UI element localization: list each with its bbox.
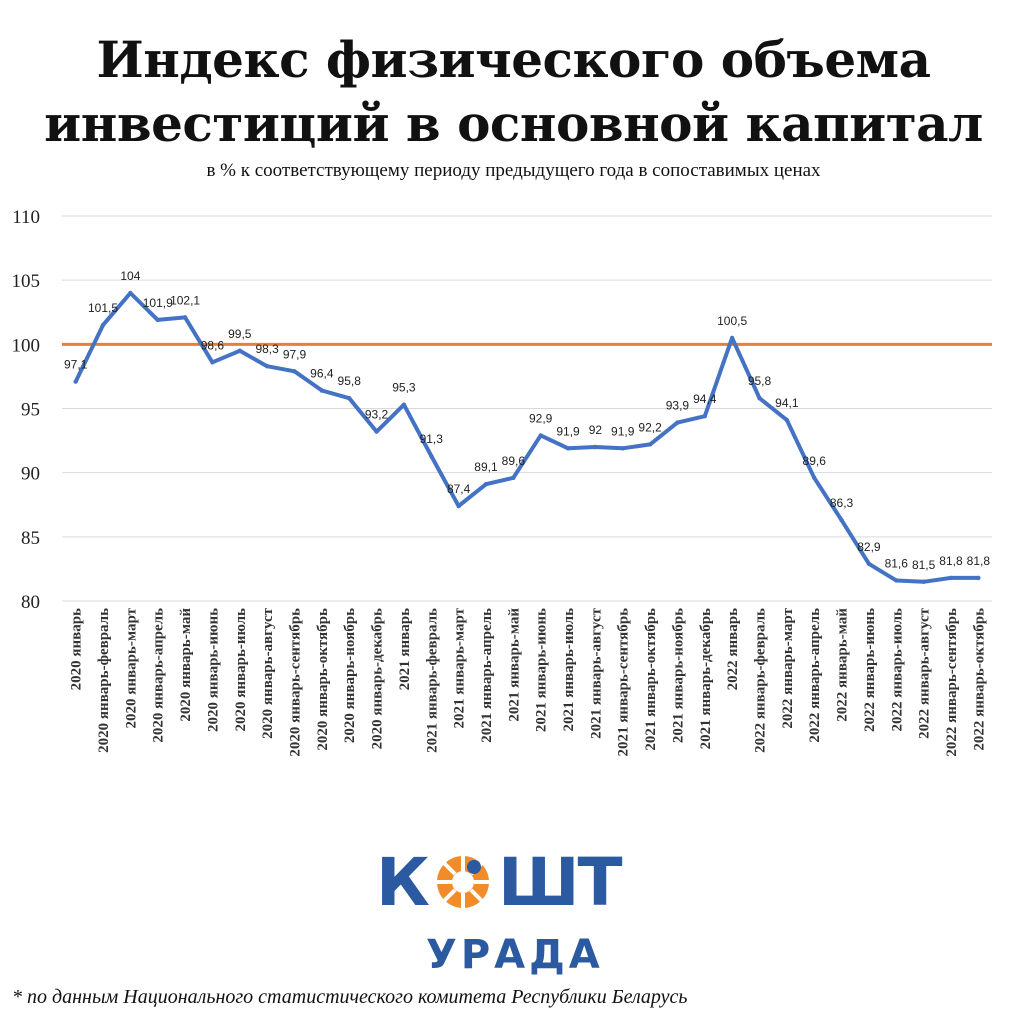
data-point <box>183 315 187 319</box>
data-point <box>292 369 296 373</box>
data-label: 91,9 <box>611 424 635 439</box>
x-tick-label: 2021 январь-август <box>588 608 605 739</box>
x-tick-label: 2020 январь-июль <box>232 608 249 732</box>
y-tick-label: 80 <box>21 592 40 613</box>
data-point <box>921 580 925 584</box>
data-label: 89,6 <box>802 453 826 468</box>
x-tick-label: 2020 январь-декабрь <box>369 608 386 750</box>
x-tick-label: 2022 январь-июнь <box>861 607 878 733</box>
data-point <box>538 433 542 437</box>
x-tick-label: 2022 январь-апрель <box>807 607 824 743</box>
data-label: 104 <box>120 269 141 283</box>
data-point <box>894 578 898 582</box>
data-label: 89,6 <box>501 453 526 468</box>
data-point <box>703 414 707 418</box>
logo-wordmark <box>376 844 646 921</box>
x-tick-label: 2022 январь-сентябрь <box>944 608 960 757</box>
data-label: 81,5 <box>911 557 936 572</box>
data-label: 96,4 <box>310 366 334 381</box>
data-label: 100,5 <box>717 313 748 328</box>
x-tick-label: 2020 январь-октябрь <box>314 608 331 751</box>
data-label: 81,8 <box>939 553 963 568</box>
chart-subtitle: в % к соответствующему периоду предыдущего года в сопоставимых ценах <box>206 160 821 181</box>
x-tick-label: 2022 январь-октябрь <box>971 607 988 751</box>
data-point <box>785 418 789 422</box>
x-tick-label: 2021 январь-ноябрь <box>670 607 687 744</box>
y-tick-label: 105 <box>11 271 40 293</box>
x-tick-label: 2020 январь-июнь <box>205 607 222 733</box>
data-label: 98,6 <box>200 338 225 353</box>
data-point <box>210 360 214 364</box>
x-tick-label: 2020 январь-март <box>123 608 140 729</box>
x-tick-label: 2020 январь-май <box>178 608 195 722</box>
data-label: 94,1 <box>775 396 799 411</box>
data-label: 101,5 <box>88 301 119 316</box>
data-point <box>156 318 160 322</box>
x-tick-label: 2022 январь-июль <box>889 608 906 732</box>
x-tick-label: 2020 январь-сентябрь <box>287 608 304 757</box>
x-tick-label: 2021 январь-декабрь <box>697 608 714 750</box>
data-label: 93,9 <box>665 398 690 413</box>
x-tick-label: 2021 январь-февраль <box>424 608 441 753</box>
data-point <box>265 364 269 368</box>
data-point <box>675 420 679 424</box>
data-label: 97,1 <box>63 357 88 372</box>
data-label: 94,4 <box>693 392 717 407</box>
data-point <box>566 446 570 450</box>
x-tick-label: 2022 январь-август <box>916 607 933 739</box>
x-tick-label: 2022 январь-март <box>779 608 796 729</box>
y-tick-label: 100 <box>11 335 40 357</box>
data-label: 92,2 <box>638 420 662 435</box>
logo-letter-k: К <box>376 844 428 921</box>
y-tick-label: 95 <box>21 399 40 421</box>
data-point <box>621 446 625 450</box>
data-point <box>867 562 871 566</box>
data-label: 99,5 <box>228 326 252 341</box>
x-tick-label: 2020 январь <box>68 608 85 691</box>
data-point <box>976 576 980 580</box>
data-point <box>839 518 843 522</box>
x-tick-label: 2021 январь-июнь <box>533 608 550 733</box>
data-label: 101,9 <box>142 295 173 310</box>
chart-title-line1: Индекс физического объема <box>96 30 931 89</box>
x-tick-label: 2021 январь-март <box>451 607 468 729</box>
x-tick-label: 2020 январь-ноябрь <box>342 607 359 744</box>
data-label: 98,3 <box>255 342 279 357</box>
data-label: 89,1 <box>474 460 498 475</box>
data-label: 97,9 <box>282 347 307 362</box>
x-tick-label: 2021 январь-сентябрь <box>615 607 632 757</box>
data-point <box>238 349 242 353</box>
y-tick-label: 90 <box>21 463 40 485</box>
data-point <box>456 504 460 508</box>
x-tick-label: 2020 январь-апрель <box>150 607 167 743</box>
data-label: 86,3 <box>829 496 854 511</box>
data-label: 95,8 <box>747 374 772 389</box>
data-point <box>128 291 132 295</box>
x-tick-label: 2021 январь <box>396 607 413 691</box>
data-label: 91,3 <box>419 431 443 446</box>
data-label: 92,9 <box>528 411 553 426</box>
data-label: 87,4 <box>446 482 471 497</box>
x-tick-label: 2020 январь-февраль <box>96 607 112 753</box>
data-label: 95,3 <box>392 380 416 395</box>
data-point <box>757 396 761 400</box>
data-point <box>593 445 597 449</box>
data-label: 102,1 <box>170 293 201 308</box>
data-point <box>730 336 734 340</box>
data-label: 81,8 <box>966 553 991 568</box>
koshtu-urada-logo <box>376 844 646 978</box>
y-tick-label: 85 <box>21 527 40 549</box>
source-footnote: * по данным Национального статистического комитета Республики Беларусь <box>12 986 688 1008</box>
data-point <box>429 454 433 458</box>
data-label: 82,9 <box>857 539 881 554</box>
data-label: 93,2 <box>364 407 389 422</box>
x-tick-label: 2021 январь-октябрь <box>643 608 660 751</box>
data-point <box>73 379 77 383</box>
x-tick-label: 2020 январь-август <box>260 607 277 739</box>
chart-title-line2: инвестиций в основной капитал <box>44 94 983 153</box>
data-point <box>812 476 816 480</box>
data-point <box>101 323 105 327</box>
logo-subtitle: УРАДА <box>426 932 604 978</box>
data-point <box>484 482 488 486</box>
data-point <box>320 388 324 392</box>
x-tick-label: 2021 январь-апрель <box>479 608 495 743</box>
data-label: 92 <box>588 423 603 437</box>
x-tick-label: 2021 январь-июль <box>561 607 577 732</box>
logo-letters-sht: ШТ <box>497 844 621 921</box>
x-tick-label: 2022 январь <box>725 607 742 691</box>
data-point <box>347 396 351 400</box>
x-tick-label: 2021 январь-май <box>506 607 523 722</box>
x-tick-label: 2022 январь-май <box>834 608 851 722</box>
coin-orange-icon <box>430 853 496 911</box>
y-tick-label: 110 <box>12 207 40 228</box>
data-label: 81,6 <box>884 556 908 571</box>
data-label: 91,9 <box>556 424 580 439</box>
data-label: 95,8 <box>337 374 361 389</box>
x-tick-label: 2022 январь-февраль <box>752 608 769 753</box>
data-point <box>374 429 378 433</box>
series-line <box>76 293 979 582</box>
data-point <box>949 576 953 580</box>
data-point <box>402 402 406 406</box>
data-point <box>511 476 515 480</box>
data-point <box>648 442 652 446</box>
